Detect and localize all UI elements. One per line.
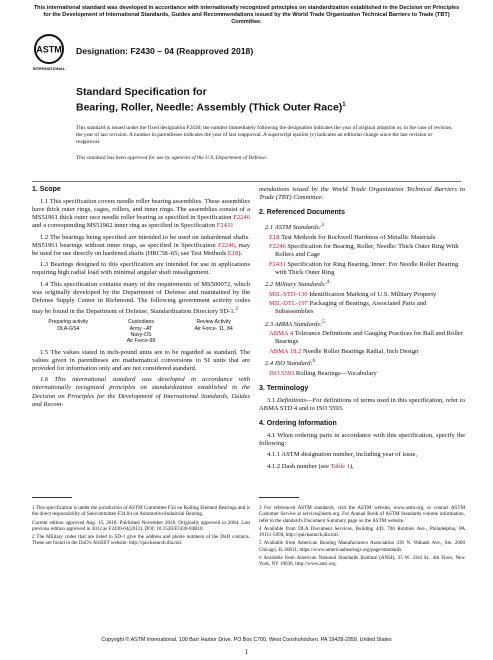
issuance-note: This standard is issued under the fixed designation F2430; the number immediately following the designation indicates the year of original adoption or, in the case of revision, the year of last revision. A number in parentheses indicates the year of last reapproval. A superscript epsilon (ε) indicates an editorial change since the last revision or reapproval.	[76, 125, 453, 145]
reference-item: ABMA 4 Tolerance Definitions and Gauging Practices for Ball and Roller Bearings	[269, 330, 463, 346]
section-1-heading: 1. Scope	[32, 186, 61, 193]
footnote-divider	[32, 497, 72, 498]
footnote-1: 1 This specification is under the jurisdiction of ASTM Committee F34 on Rolling Element Bearings and is the direct responsibility of Subcommittee F34.04 on Automotive/Industrial Bearing.	[32, 505, 250, 518]
ref-link-f2246[interactable]: F2246	[218, 241, 235, 249]
ref-link-f2431[interactable]: F2431	[269, 260, 286, 268]
iso-standard-label: 2.4 ISO Standard:$^6$	[265, 358, 316, 368]
ref-link-table-1[interactable]: Table 1	[330, 462, 350, 470]
paragraph-1-2: 1.2 The bearings being specified are intended to be used on unhardened shafts. MS51961 bearings without inner rings, as specified in Specification F2246, may be used for use directly on hardened shafts (HRC58–65; see Test Methods E18).	[32, 233, 250, 257]
table-header: Review Activity	[196, 319, 231, 326]
footnote-1-edition: Current edition approved Aug. 15, 2018. Published November 2018. Originally approved in 2004. Last previous edition approved in 2012 as F2430-04(2012). DOI: 10.1520/F2430-04R18.	[32, 519, 250, 532]
footnote-4: 4 Available from DLA Document Services, Building 4/D, 700 Robbins Ave., Philadelphia, PA 19111-5094, http://quicksearch.dla.mil.	[259, 525, 465, 539]
ref-link-abma-18-2[interactable]: ABMA 18.2	[269, 347, 302, 355]
footnotes-right	[259, 505, 465, 570]
table-header: Custodians	[128, 319, 154, 326]
table-cell: Army –AT Navy-OS Air Force-99	[126, 325, 156, 345]
paragraph-1-6-continued: mendations issued by the World Trade Organization Technical Barriers to Trade (TBT) Committee.	[259, 186, 465, 202]
paragraph-1-5: 1.5 The values stated in inch-pound units are to be regarded as standard. The values given in parentheses are mathematical conversions to SI units that are provided for information only and are not considered standard.	[32, 348, 250, 373]
reference-item: F2431 Specification for Ring Bearing, Inner: For Needle Roller Bearing with Thick Outer Ring	[269, 260, 459, 276]
paragraph-4-1-2: 4.1.2 Dash number (see Table 1),	[267, 462, 354, 470]
section-2-heading: 2. Referenced Documents	[259, 209, 345, 217]
ref-link-abma-4[interactable]: ABMA 4	[269, 330, 294, 338]
ref-link-e18[interactable]: E18	[269, 233, 280, 241]
svg-text:ASTM: ASTM	[36, 44, 62, 55]
paragraph-3-1: 3.1 Definitions—For definitions of terms used in this specification, refer to ABMA STD 4 and to ISO 5593.	[259, 396, 465, 412]
military-standards-label: 2.2 Military Standards:$^4$	[265, 279, 330, 289]
astm-standards-label: 2.1 ASTM Standards:$^3$	[265, 222, 324, 232]
footnotes-left	[32, 505, 250, 549]
ref-link-iso-5593[interactable]: ISO 5593	[269, 369, 295, 377]
copyright-footer: Copyright © ASTM International, 100 Barr Harbor Drive, PO Box C700, West Conshohocken, PA 19428-2959. United States	[101, 637, 392, 643]
title-line-1: Standard Specification for	[76, 86, 207, 98]
footnote-3: 3 For referenced ASTM standards, visit the ASTM website, www.astm.org, or contact ASTM Customer Service at service@astm.org. For Annual Book of ASTM Standards volume information, refer to the standard's Document Summary page on the ASTM website.	[259, 505, 465, 524]
footnote-ref-2[interactable]: 2	[235, 305, 238, 312]
reference-item: MIL-STD-130 Identification Marking of U.S. Military Property	[269, 290, 437, 298]
footnote-2: 2 The Military codes that are listed in SD-1 give the address and phone numbers of the DoD contacts. These are found in the DoD's ASSIST website: http://quicksearch.dla.mil.	[32, 534, 250, 547]
reference-item: ISO 5593 Rolling Bearings—Vocabulary	[269, 369, 377, 377]
left-column	[32, 186, 250, 412]
paragraph-1-1: 1.1 This specification covers needle roller bearing assemblies. These assemblies have thick outer rings, cages, rollers, and inner rings. The assemblies consist of a MS51961 thick outer race needle roller bearing as specified in Specification F2246 and a corresponding MS51962 inner ring as specified in Specification F2431	[32, 198, 250, 230]
footnote-5: 5 Available from American Bearing Manufacturers Association 330 N. Wabash Ave., Ste. 2000 Chicago, IL 60611, https://www.americanbearings.org/page/standards.	[259, 540, 465, 553]
top-note: This international standard was developed in accordance with internationally recognized principles on standardization established in the Decision on Principles for the Development of International Standards, Guides and Recommendations issued by the World Trade Organization Technical Barriers to Trade (TBT) Committee.	[33, 5, 460, 25]
table-cell: DLA-GS4	[57, 325, 80, 332]
abma-standards-label: 2.3 ABMA Standards:$^5$	[265, 318, 325, 328]
designation: Designation: F2430 – 04 (Reapproved 2018)	[76, 46, 254, 56]
dod-approval-note: This standard has been approved for use by agencies of the U.S. Department of Defense.	[76, 155, 268, 161]
ref-link-mil-dtl-197[interactable]: MIL-DTL-197	[269, 300, 308, 308]
right-column	[259, 186, 465, 474]
paragraph-4-1: 4.1 When ordering parts in accordance with this specification, specify the following:	[259, 432, 465, 448]
astm-logo-icon	[32, 33, 66, 73]
ref-link-e18[interactable]: E18	[227, 249, 239, 257]
section-4-heading: 4. Ordering Information	[259, 420, 337, 428]
reference-item: MIL-DTL-197 Packaging of Bearings, Associated Parts and Subassemblies	[269, 300, 427, 316]
svg-text:INTERNATIONAL: INTERNATIONAL	[32, 66, 66, 71]
ref-link-f2246[interactable]: F2246	[269, 243, 286, 251]
reference-item: E18 Test Methods for Rockwell Hardness of Metallic Materials	[269, 233, 436, 241]
document-title	[76, 86, 346, 115]
ref-link-mil-std-130[interactable]: MIL-STD-130	[269, 290, 308, 298]
table-header: Preparing activity	[48, 319, 89, 326]
ref-link-f2246[interactable]: F2246	[233, 214, 250, 222]
footnote-divider	[259, 497, 299, 498]
title-footnote-ref[interactable]: 1	[342, 102, 346, 108]
paragraph-1-3: 1.3 Bearings designed to this specification are intended for use in applications requiring high radial load with minimal angular shaft misalignment.	[32, 261, 250, 277]
reference-item: ABMA 18.2 Needle Roller Bearings Radial, Inch Design	[269, 347, 419, 355]
paragraph-4-1-1: 4.1.1 ASTM designation number, including year of issue,	[267, 451, 418, 459]
ref-link-f2431[interactable]: F2431	[216, 222, 234, 230]
paragraph-1-4: 1.4 This specification contains many of the requirements of MS500072, which was originally developed by the Department of Defense and maintained by the Defense Supply Center in Richmond. The following government activity codes may be found in the Department of Defense, Standardization Directory SD-1.$^2$	[32, 280, 250, 315]
section-3-heading: 3. Terminology	[259, 384, 309, 392]
title-line-2: Bearing, Roller, Needle: Assembly (Thick Outer Race)	[76, 101, 343, 114]
paragraph-1-6: 1.6 This international standard was developed in accordance with internationally recognized principles on standardization established in the Decision on Principles for the Development of International Standards, Guides and Recom-	[32, 376, 250, 408]
reference-item: F2246 Specification for Bearing, Roller, Needle: Thick Outer Ring With Rollers and Cage	[269, 243, 459, 259]
footnote-6: 6 Available from American National Standards Institute (ANSI), 25 W. 43rd St., 4th Floor, New York, NY 10036, http://www.ansi.org.	[259, 555, 465, 568]
activity-codes-table	[32, 319, 250, 345]
page-number: 1	[244, 648, 249, 656]
table-cell: Air Force- 11, 84	[194, 325, 233, 332]
header-divider	[32, 181, 461, 182]
